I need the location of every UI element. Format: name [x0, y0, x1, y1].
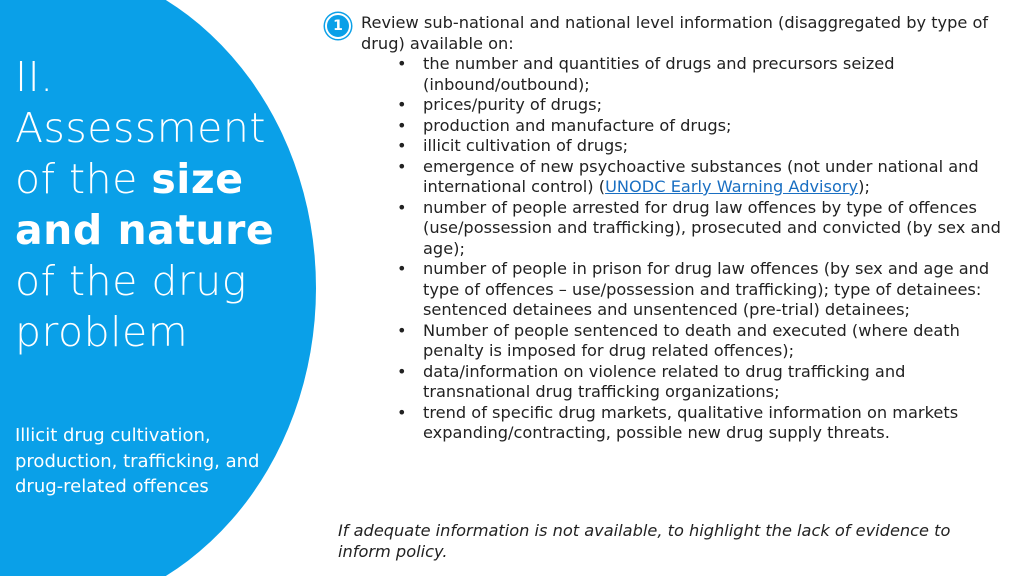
intro-text: Review sub-national and national level information (disaggregated by type of drug) available on: [361, 13, 989, 53]
section-title-line-2: Assessment [15, 104, 266, 152]
section-title-line-3-prefix: of the [15, 155, 152, 203]
information-list [361, 54, 1001, 444]
list-item: • number of people in prison for drug law offences (by sex and age and type of offences – use/possession and trafficking); type of detainees: sentenced detainees and unsentenced (pre-trial) detainees; [423, 259, 1001, 321]
list-item: • the number and quantities of drugs and precursors seized (inbound/outbound); [423, 54, 1001, 95]
section-title [15, 52, 305, 358]
footnote: If adequate information is not available, to highlight the lack of evidence to inform policy. [338, 521, 951, 561]
section-title-line-3-bold: size [151, 155, 244, 203]
list-item: • number of people arrested for drug law offences by type of offences (use/possession and trafficking), prosecuted and convicted (by sex and age); [423, 198, 1001, 260]
list-item: • data/information on violence related to drug trafficking and transnational drug trafficking organizations; [423, 362, 1001, 403]
list-item-suffix: ); [858, 177, 870, 196]
unodc-early-warning-advisory-link[interactable]: UNODC Early Warning Advisory [605, 177, 859, 196]
main-content [361, 13, 1001, 444]
list-item: • prices/purity of drugs; [423, 95, 1001, 116]
section-title-line-6: problem [15, 308, 189, 356]
list-item: • Number of people sentenced to death and executed (where death penalty is imposed for drug related offences); [423, 321, 1001, 362]
section-title-line-1: II. [15, 53, 54, 101]
section-title-line-4-bold: and nature [15, 206, 275, 254]
list-item: • illicit cultivation of drugs; [423, 136, 1001, 157]
step-number-badge: 1 [325, 13, 351, 39]
section-heading-block [15, 52, 305, 358]
list-item: • production and manufacture of drugs; [423, 116, 1001, 137]
list-item-with-link [423, 157, 1001, 198]
section-title-line-5: of the drug [15, 257, 247, 305]
list-item-text: emergence of new psychoactive substances (not under national and international control) ( [423, 156, 979, 196]
section-subtitle: Illicit drug cultivation, production, trafficking, and drug-related offences [15, 425, 260, 497]
list-item: • trend of specific drug markets, qualitative information on markets expanding/contracting, possible new drug supply threats. [423, 403, 1001, 444]
